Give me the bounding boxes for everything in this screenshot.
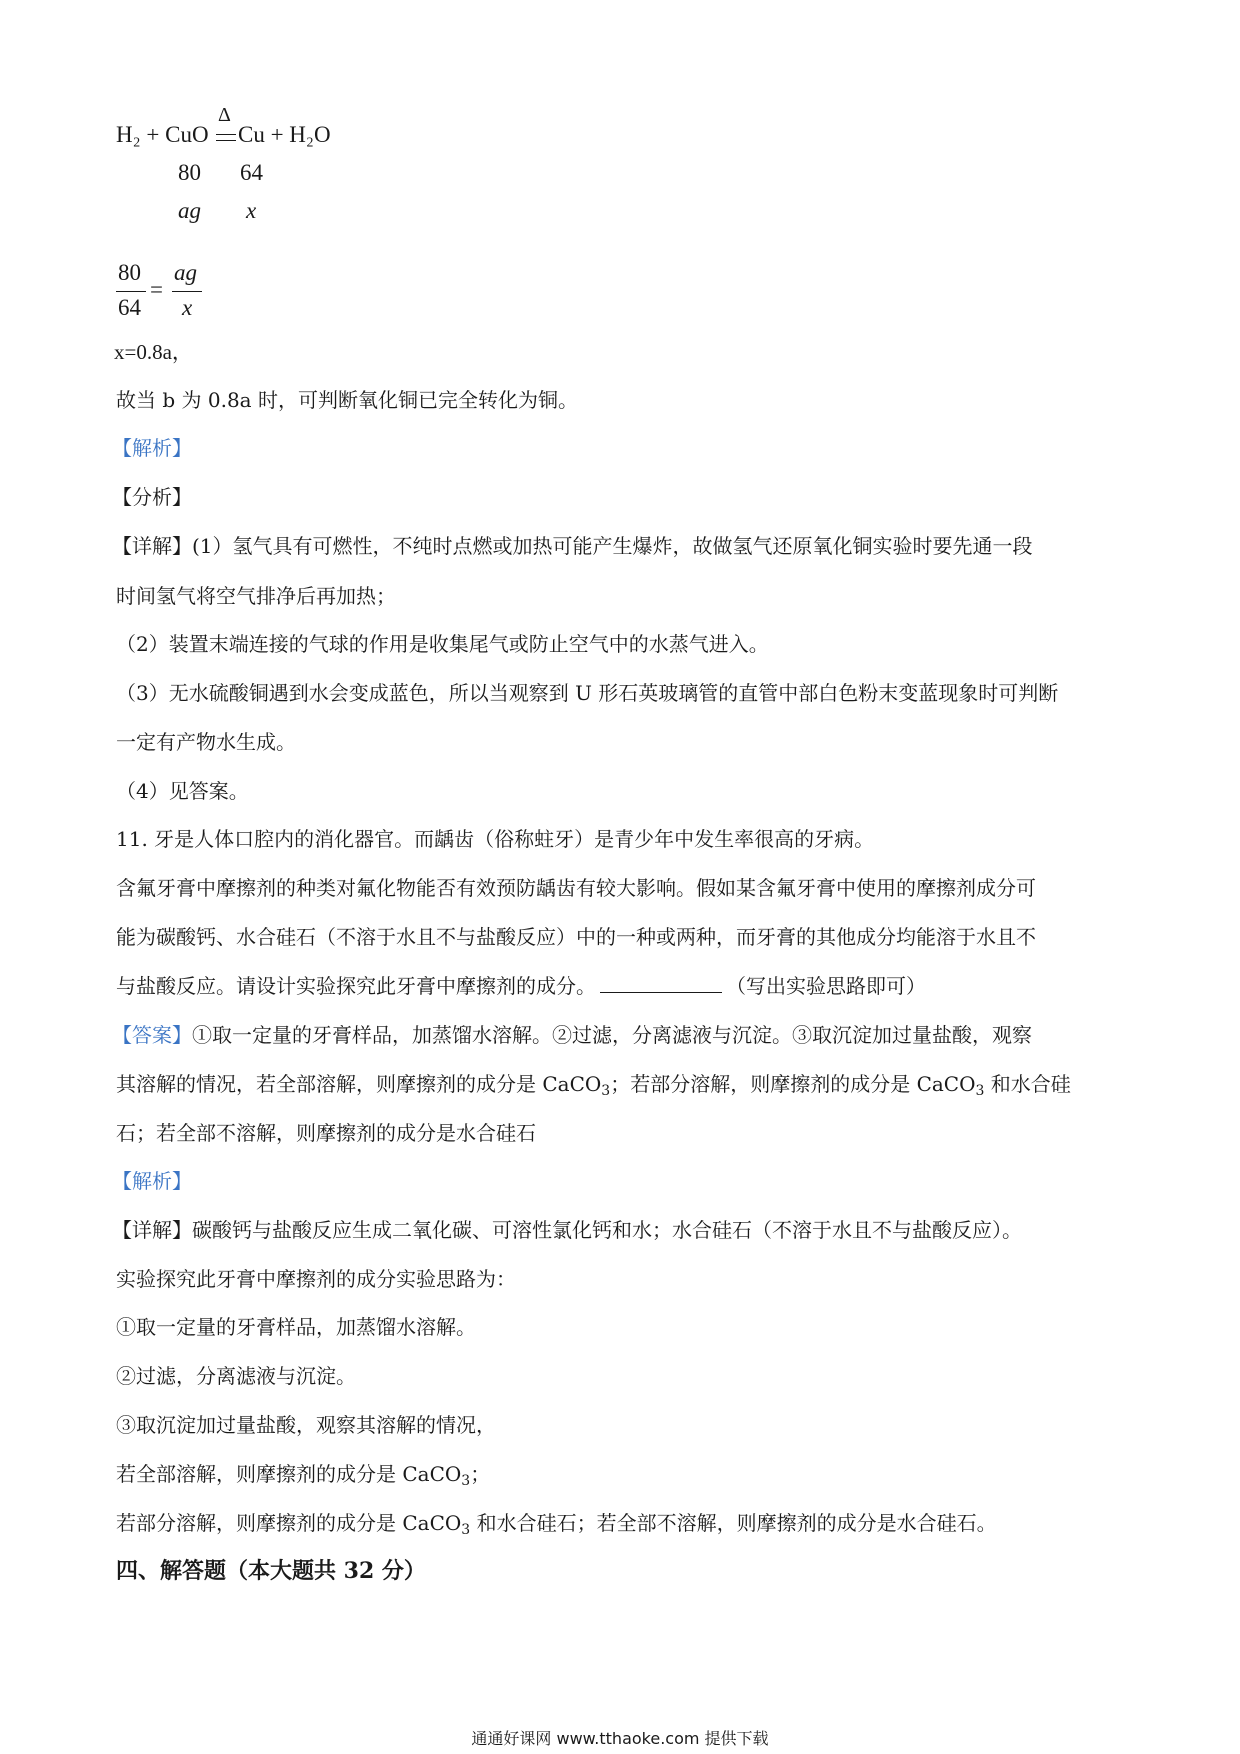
q10-detail-4: （4）见答案。 [116,779,249,803]
fraction-equals: = [150,277,163,302]
q11-detail-1-text: 碳酸钙与盐酸反应生成二氧化碳、可溶性氯化钙和水；水合硅石（不溶于水且不与盐酸反应）。 [192,1218,1022,1242]
q11-case-2b: 3 [461,1522,471,1538]
q11-analysis-tag: 【解析】 [112,1169,192,1193]
q10-detail-tag: 【详解】 [112,534,192,558]
fraction-right-bar [172,291,202,292]
q11-stem-4a: 与盐酸反应。请设计实验探究此牙膏中摩擦剂的成分。 [116,974,596,998]
equation-mass-cuo: 80 [178,160,201,185]
q11-stem-2: 含氟牙膏中摩擦剂的种类对氟化物能否有效预防龋齿有较大影响。假如某含氟牙膏中使用的摩擦剂成分可 [116,876,1036,900]
q11-stem-1 [116,823,874,852]
q11-detail-2: 实验探究此牙膏中摩擦剂的成分实验思路为： [116,1267,516,1291]
fraction-left-denominator: 64 [118,295,141,320]
equation-lhs: H₂ + CuO [116,122,209,147]
page-footer: 通通好课网 www.tthaoke.com 提供下载 [471,1729,769,1748]
q11-answer-2e: 和水合硅 [984,1072,1071,1096]
result-line: x=0.8a， [114,340,193,364]
answer-blank[interactable] [600,976,722,993]
q11-stem-4 [116,970,926,999]
q11-answer-tag: 【答案】 [112,1023,192,1047]
q11-answer-2d: 3 [975,1083,985,1099]
q10-detail-2: （2）装置末端连接的气球的作用是收集尾气或防止空气中的水蒸气进入。 [116,632,769,656]
q11-case-2c: 和水合硅石；若全部不溶解，则摩擦剂的成分是水合硅石。 [470,1511,997,1535]
q11-case-1b: 3 [461,1473,471,1489]
q10-fenxi-tag: 【分析】 [112,485,192,509]
q11-detail-tag: 【详解】 [112,1218,192,1242]
q10-detail-1a [112,530,1033,559]
q11-answer-1 [112,1019,1032,1048]
q10-detail-3b: 一定有产物水生成。 [116,730,296,754]
q11-step-3: ③取沉淀加过量盐酸，观察其溶解的情况， [116,1413,496,1437]
q11-number: 11. [116,827,148,851]
q10-detail-1b: 时间氢气将空气排净后再加热； [116,584,396,608]
fraction-right-denominator: x [182,295,193,320]
fraction-left-bar [116,291,146,292]
q11-case-1 [116,1458,490,1489]
equation-rhs: Cu + H₂O [238,122,331,147]
q10-analysis-tag: 【解析】 [112,436,192,460]
q11-case-1a: 若全部溶解，则摩擦剂的成分是 CaCO [116,1462,462,1486]
q11-answer-2a: 其溶解的情况，若全部溶解，则摩擦剂的成分是 CaCO [116,1072,602,1096]
q11-step-1: ①取一定量的牙膏样品，加蒸馏水溶解。 [116,1315,476,1339]
q11-answer-1-text: ①取一定量的牙膏样品，加蒸馏水溶解。②过滤，分离滤液与沉淀。③取沉淀加过量盐酸，观察 [192,1023,1032,1047]
q11-stem-4b: （写出实验思路即可） [726,974,926,998]
equation-mass-cu: 64 [240,160,263,185]
q11-answer-2 [116,1068,1071,1099]
q10-detail-3a: （3）无水硫酸铜遇到水会变成蓝色，所以当观察到 U 形石英玻璃管的直管中部白色粉末变蓝现象时可判断 [116,681,1059,705]
q11-step-2: ②过滤，分离滤液与沉淀。 [116,1364,356,1388]
q11-detail-1 [112,1214,1022,1243]
q11-case-1c: ； [470,1462,491,1486]
equation-condition: Δ [218,104,231,126]
q10-conclusion: 故当 b 为 0.8a 时，可判断氧化铜已完全转化为铜。 [116,388,578,412]
q11-answer-3: 石；若全部不溶解，则摩擦剂的成分是水合硅石 [116,1121,536,1145]
q11-answer-2b: 3 [601,1083,611,1099]
equation-unknown-cu: x [246,198,257,223]
equation-arrow [216,134,236,141]
q11-case-2 [116,1507,997,1538]
q11-case-2a: 若部分溶解，则摩擦剂的成分是 CaCO [116,1511,462,1535]
fraction-right-numerator: ag [174,260,197,285]
equation-unknown-cuo: ag [178,198,201,223]
section-heading: 四、解答题（本大题共 32 分） [116,1558,426,1584]
q10-detail-1a-text: (1）氢气具有可燃性，不纯时点燃或加热可能产生爆炸，故做氢气还原氧化铜实验时要先通一段 [192,534,1033,558]
q11-answer-2c: ；若部分溶解，则摩擦剂的成分是 CaCO [610,1072,976,1096]
fraction-left-numerator: 80 [118,260,141,285]
q11-stem-3: 能为碳酸钙、水合硅石（不溶于水且不与盐酸反应）中的一种或两种，而牙膏的其他成分均能溶于水且不 [116,925,1036,949]
q11-stem-1-text: 牙是人体口腔内的消化器官。而龋齿（俗称蛀牙）是青少年中发生率很高的牙病。 [154,827,875,851]
